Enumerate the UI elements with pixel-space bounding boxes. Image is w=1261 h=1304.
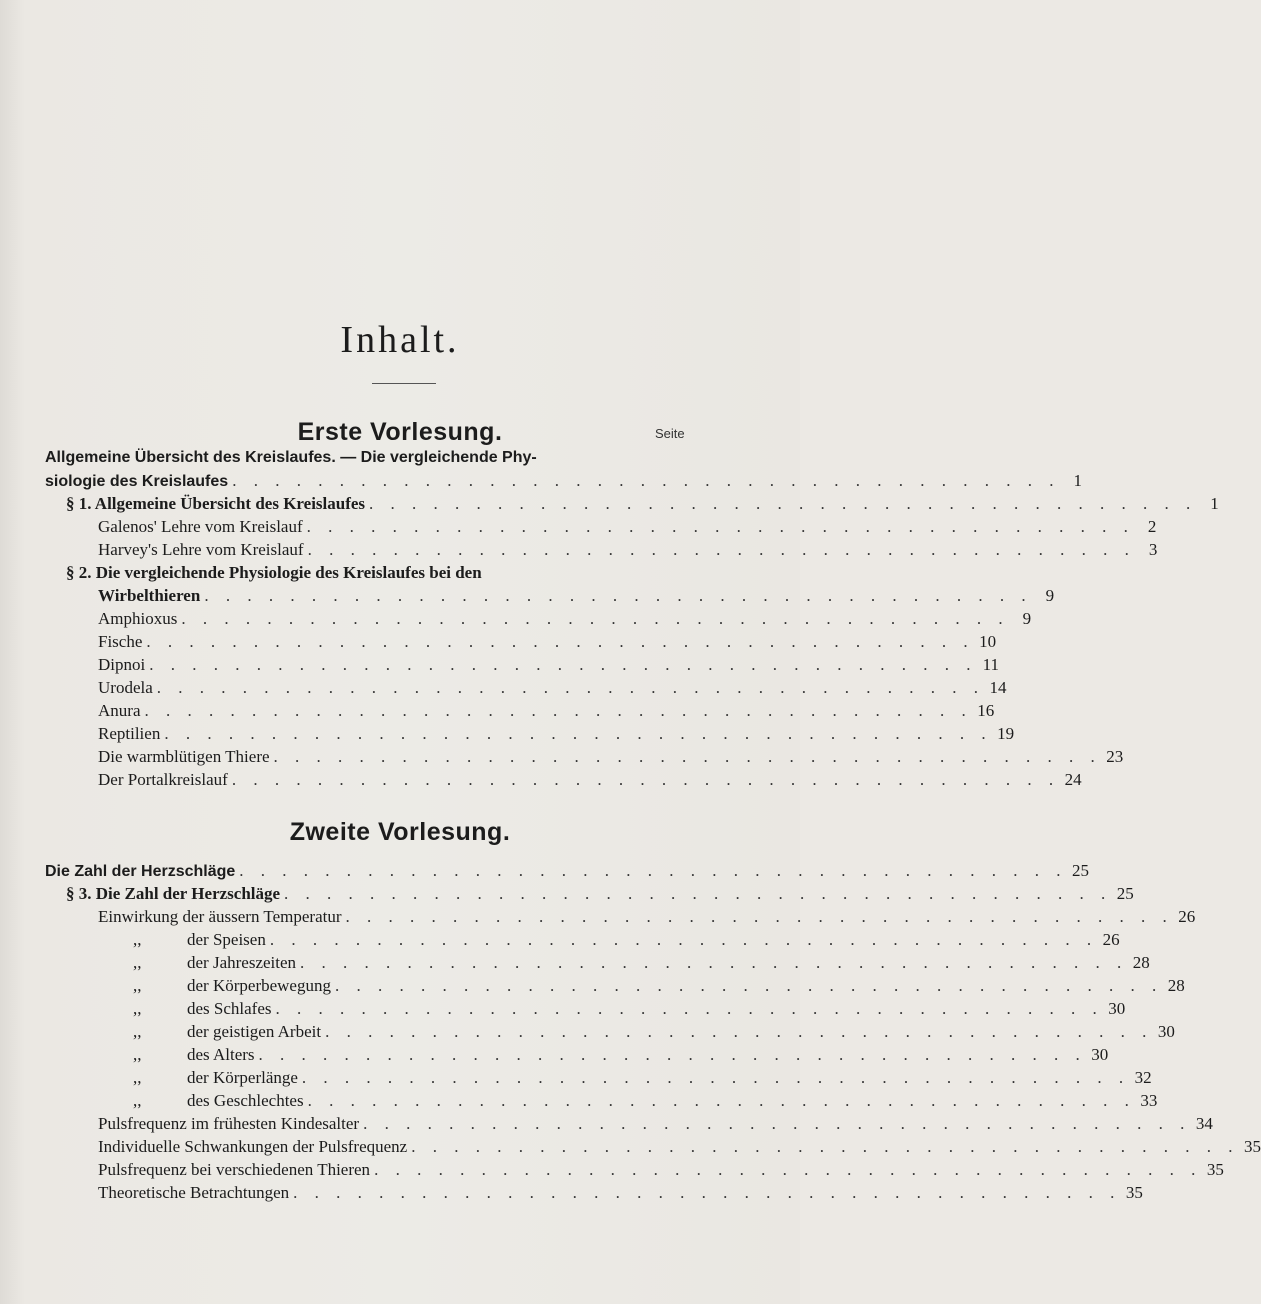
toc-entry: Harvey's Lehre vom Kreislauf . . . . . . . . . . . . . . . . . . . . . . . . . . . . . . . . . . . . . . . 3 [98,540,1158,559]
toc-entry: § 1. Allgemeine Übersicht des Kreislaufes . . . . . . . . . . . . . . . . . . . . . . . . . . . . . . . . . . . . . . . 1 [66,494,1219,513]
toc-entry: Die Zahl der Herzschläge . . . . . . . . . . . . . . . . . . . . . . . . . . . . . . . . . . . . . . . 25 [45,861,1090,880]
lecture-heading-1: Erste Vorlesung. [297,418,503,446]
toc-entry: Reptilien . . . . . . . . . . . . . . . . . . . . . . . . . . . . . . . . . . . . . . . 19 [98,724,1015,743]
toc-entry: ,, des Geschlechtes . . . . . . . . . . . . . . . . . . . . . . . . . . . . . . . . . . . . . . . 33 [133,1091,1158,1110]
title-rule [372,383,436,384]
toc-entry: Wirbelthieren . . . . . . . . . . . . . . . . . . . . . . . . . . . . . . . . . . . . . . . 9 [98,586,1055,605]
lecture-1-topic-line1: Allgemeine Übersicht des Kreislaufes. — Die vergleichende Phy- [45,449,537,466]
toc-entry: Pulsfrequenz bei verschiedenen Thieren . . . . . . . . . . . . . . . . . . . . . . . . . . . . . . . . . . . . . . . 35 [98,1160,1224,1179]
toc-entry: Die warmblütigen Thiere . . . . . . . . . . . . . . . . . . . . . . . . . . . . . . . . . . . . . . . 23 [98,747,1124,766]
toc-entry: ,, des Schlafes . . . . . . . . . . . . . . . . . . . . . . . . . . . . . . . . . . . . . . . 30 [133,999,1126,1018]
toc-entry: ,, der Speisen . . . . . . . . . . . . . . . . . . . . . . . . . . . . . . . . . . . . . . . 26 [133,930,1120,949]
toc-entry: Urodela . . . . . . . . . . . . . . . . . . . . . . . . . . . . . . . . . . . . . . . 14 [98,678,1007,697]
toc-entry: § 3. Die Zahl der Herzschläge . . . . . . . . . . . . . . . . . . . . . . . . . . . . . . . . . . . . . . . 25 [66,884,1134,903]
toc-entry: Galenos' Lehre vom Kreislauf . . . . . . . . . . . . . . . . . . . . . . . . . . . . . . . . . . . . . . . 2 [98,517,1157,536]
toc-entry: ,, der Körperlänge . . . . . . . . . . . . . . . . . . . . . . . . . . . . . . . . . . . . . . . 32 [133,1068,1152,1087]
toc-entry: Einwirkung der äussern Temperatur . . . . . . . . . . . . . . . . . . . . . . . . . . . . . . . . . . . . . . . 26 [98,907,1196,926]
toc-entry: ,, des Alters . . . . . . . . . . . . . . . . . . . . . . . . . . . . . . . . . . . . . . . 30 [133,1045,1109,1064]
toc-entry: Dipnoi . . . . . . . . . . . . . . . . . . . . . . . . . . . . . . . . . . . . . . . 11 [98,655,999,674]
toc-entry: Individuelle Schwankungen der Pulsfrequenz . . . . . . . . . . . . . . . . . . . . . . . . . . . . . . . . . . . . . . . 35 [98,1137,1261,1156]
lecture-heading-2: Zweite Vorlesung. [289,818,511,846]
toc-entry: Anura . . . . . . . . . . . . . . . . . . . . . . . . . . . . . . . . . . . . . . . 16 [98,701,995,720]
toc-entry: ,, der Körperbewegung . . . . . . . . . . . . . . . . . . . . . . . . . . . . . . . . . . . . . . . 28 [133,976,1185,995]
toc-entry: Fische . . . . . . . . . . . . . . . . . . . . . . . . . . . . . . . . . . . . . . . 10 [98,632,997,651]
toc-entry: ,, der Jahreszeiten . . . . . . . . . . . . . . . . . . . . . . . . . . . . . . . . . . . . . . . 28 [133,953,1150,972]
page-title: Inhalt. [340,319,460,361]
toc-entry: Theoretische Betrachtungen . . . . . . . . . . . . . . . . . . . . . . . . . . . . . . . . . . . . . . . 35 [98,1183,1143,1202]
toc-entry: Der Portalkreislauf . . . . . . . . . . . . . . . . . . . . . . . . . . . . . . . . . . . . . . . 24 [98,770,1082,789]
page-column-label: Seite [655,426,685,441]
toc-entry-line1: § 2. Die vergleichende Physiologie des Kreislaufes bei den [66,563,482,582]
toc-entry: Amphioxus . . . . . . . . . . . . . . . . . . . . . . . . . . . . . . . . . . . . . . . 9 [98,609,1032,628]
toc-entry: siologie des Kreislaufes . . . . . . . . . . . . . . . . . . . . . . . . . . . . . . . . . . . . . . . 1 [45,471,1082,490]
toc-entry: ,, der geistigen Arbeit . . . . . . . . . . . . . . . . . . . . . . . . . . . . . . . . . . . . . . . 30 [133,1022,1175,1041]
toc-entry: Pulsfrequenz im frühesten Kindesalter . . . . . . . . . . . . . . . . . . . . . . . . . . . . . . . . . . . . . . . 34 [98,1114,1213,1133]
